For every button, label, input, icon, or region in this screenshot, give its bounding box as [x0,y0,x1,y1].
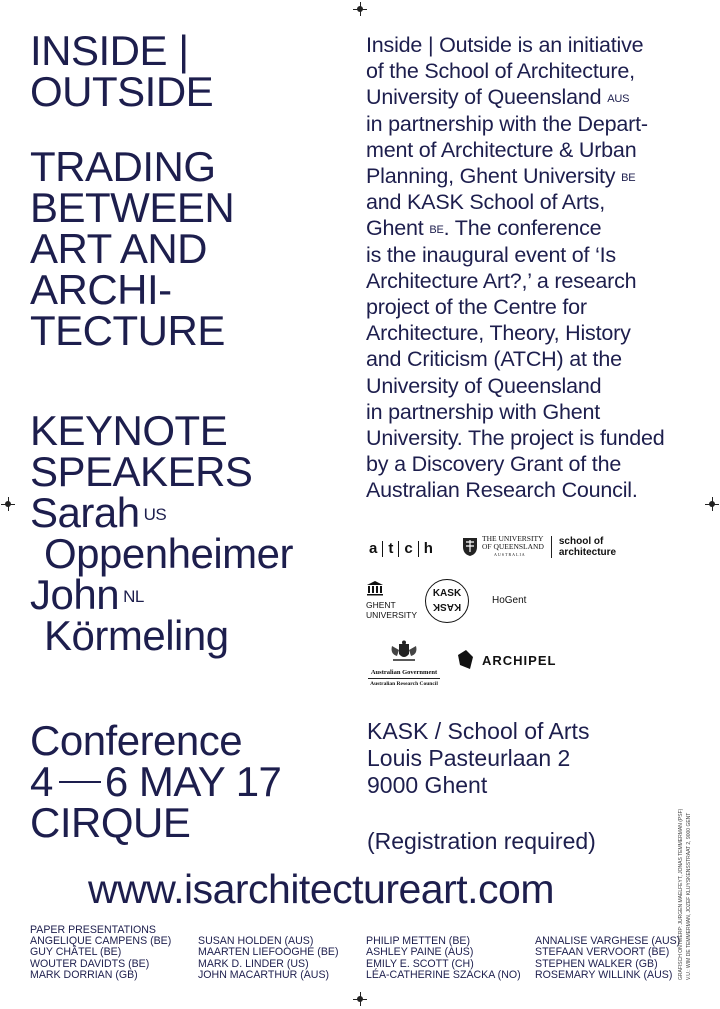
archipel-mark-icon [456,649,474,671]
intro-text: Ghent [366,216,424,241]
ghent-text: UNIVERSITY [366,609,418,620]
presenter-name: EMILY E. SCOTT (CH) [366,957,474,970]
country-superscript: AUS [607,93,630,106]
intro-line [366,163,706,189]
intro-line: University of Queensland [366,373,602,398]
kask-logo [425,579,469,623]
uq-country: AUSTRALIA [494,552,526,557]
hogent-logo: HoGent [492,595,527,606]
kask-text: KASK [432,588,462,599]
country-superscript: BE [429,224,444,237]
intro-line: in partnership with Ghent [366,399,601,424]
presenters-column-3 [366,936,521,982]
subtitle-line: ART AND [30,225,208,272]
kask-text-inverted: KASK [432,601,462,612]
intro-text: Planning, Ghent University [366,164,616,189]
intro-line: in partnership with the Depart- [366,111,648,136]
presenter-name: MAARTEN LIEFOOGHE (BE) [198,946,339,959]
conference-section [30,717,282,846]
colophon-line: V.U.: WIM DE TEMMERMAN, JOZEF KLUYSKENSSTRAAT 2, 9000 GENT [686,812,692,980]
conference-place: CIRQUE [30,799,191,846]
title-line-1: INSIDE | [30,27,189,74]
presenters-column-2 [198,936,339,982]
archipel-text: ARCHIPEL [482,652,557,668]
date-dash [59,781,101,783]
subtitle-line: TECTURE [30,307,225,354]
intro-text: University of Queensland [366,85,602,110]
intro-line: of the School of Architecture, [366,59,635,84]
intro-line: and KASK School of Arts, [366,190,606,215]
aus-gov-text: Australian Government [370,669,438,676]
atch-letter: a [369,540,378,557]
presenter-name: ASHLEY PAINE (AUS) [366,946,474,959]
presentations-heading: PAPER PRESENTATIONS [30,924,156,936]
subtitle-line: BETWEEN [30,184,235,231]
website-url[interactable]: www.isarchitectureart.com [88,866,554,912]
presenter-name: MARK DORRIAN (GB) [30,969,138,982]
ghent-building-icon [366,580,384,596]
speaker-country: US [143,505,167,524]
keynote-heading: KEYNOTE [30,407,228,454]
uq-crest-icon [462,537,478,557]
presenter-name: MARK D. LINDER (US) [198,957,309,970]
country-superscript: BE [621,172,636,185]
speaker-first-name [30,489,293,536]
speaker-last-name: Körmeling [44,612,229,659]
venue-line: Louis Pasteurlaan 2 [367,745,571,771]
presenters-column-4 [535,936,680,982]
presenter-name: ANNALISE VARGHESE (AUS) [535,935,681,947]
australian-government-logo [366,640,442,688]
conference-dates [30,758,282,805]
presenter-name: PHILIP METTEN (BE) [366,935,470,947]
arc-text: Australian Research Council [370,681,438,687]
keynote-section [30,407,293,659]
venue-address [367,718,589,799]
school-name-line: school of [558,536,604,547]
keynote-heading: SPEAKERS [30,448,253,495]
atch-logo [369,540,433,557]
intro-line: and Criticism (ATCH) at the [366,347,622,372]
registration-mark-right [709,501,715,507]
intro-line: project of the Centre for [366,295,587,320]
atch-letter: t [388,540,394,557]
coat-of-arms-icon [389,640,419,664]
intro-line [366,84,706,110]
archipel-logo [456,649,556,671]
intro-paragraph [366,32,706,504]
uq-logo [462,535,616,559]
presenter-name: JOHN MACARTHUR (AUS) [198,969,330,982]
presenter-name: ROSEMARY WILLINK (AUS) [535,969,673,982]
presenter-name: ANGELIQUE CAMPENS (BE) [30,935,172,947]
registration-note: (Registration required) [367,828,596,854]
intro-line: Australian Research Council. [366,478,638,503]
event-subtitle [30,143,235,354]
subtitle-line: ARCHI- [30,266,172,313]
uq-name-line: OF QUEENSLAND [482,542,544,551]
presenter-name: SUSAN HOLDEN (AUS) [198,935,314,947]
intro-line: University. The project is funded [366,426,665,451]
presenter-name: GUY CHÂTEL (BE) [30,946,122,959]
presenter-name: STEPHEN WALKER (GB) [535,957,658,970]
atch-letter: c [404,540,413,557]
registration-mark-left [5,501,11,507]
intro-text: . The conference [443,216,602,241]
speaker-first-name [30,571,293,618]
registration-mark-bottom [357,996,363,1002]
uq-name-line: THE UNIVERSITY [482,534,544,543]
intro-line: by a Discovery Grant of the [366,452,622,477]
registration-mark-top [357,6,363,12]
ghent-text: GHENT [366,600,396,610]
intro-line: Architecture Art?,’ a research [366,268,637,293]
intro-line: is the inaugural event of ‘Is [366,242,616,267]
presenter-name: WOUTER DAVIDTS (BE) [30,957,150,970]
intro-line: Architecture, Theory, History [366,321,631,346]
intro-line: ment of Architecture & Urban [366,137,637,162]
speaker-last-name: Oppenheimer [44,530,293,577]
speaker-country: NL [123,587,144,606]
presenter-name: LÉA-CATHERINE SZACKA (NO) [366,969,521,982]
intro-line [366,215,706,241]
atch-letter: h [423,540,433,557]
ghent-university-logo [366,580,417,620]
venue-line: KASK / School of Arts [367,718,590,744]
intro-line: Inside | Outside is an initiative [366,33,644,57]
colophon-line: GRAFISCH ONTWERP: JURGEN MAELFEYT, JONAS TEMMERMAN (PSF) [678,808,684,980]
subtitle-line: TRADING [30,143,216,190]
speaker-name: John [30,571,120,618]
presenters-column-1 [30,936,171,982]
presenter-name: STEFAAN VERVOORT (BE) [535,946,670,959]
title-line-2: OUTSIDE [30,68,214,115]
event-title [30,27,214,115]
date-start: 4 [30,758,53,805]
conference-label: Conference [30,717,243,764]
speaker-name: Sarah [30,489,140,536]
venue-line: 9000 Ghent [367,772,488,798]
date-end: 6 MAY 17 [104,758,282,805]
school-name-line: architecture [558,547,617,558]
